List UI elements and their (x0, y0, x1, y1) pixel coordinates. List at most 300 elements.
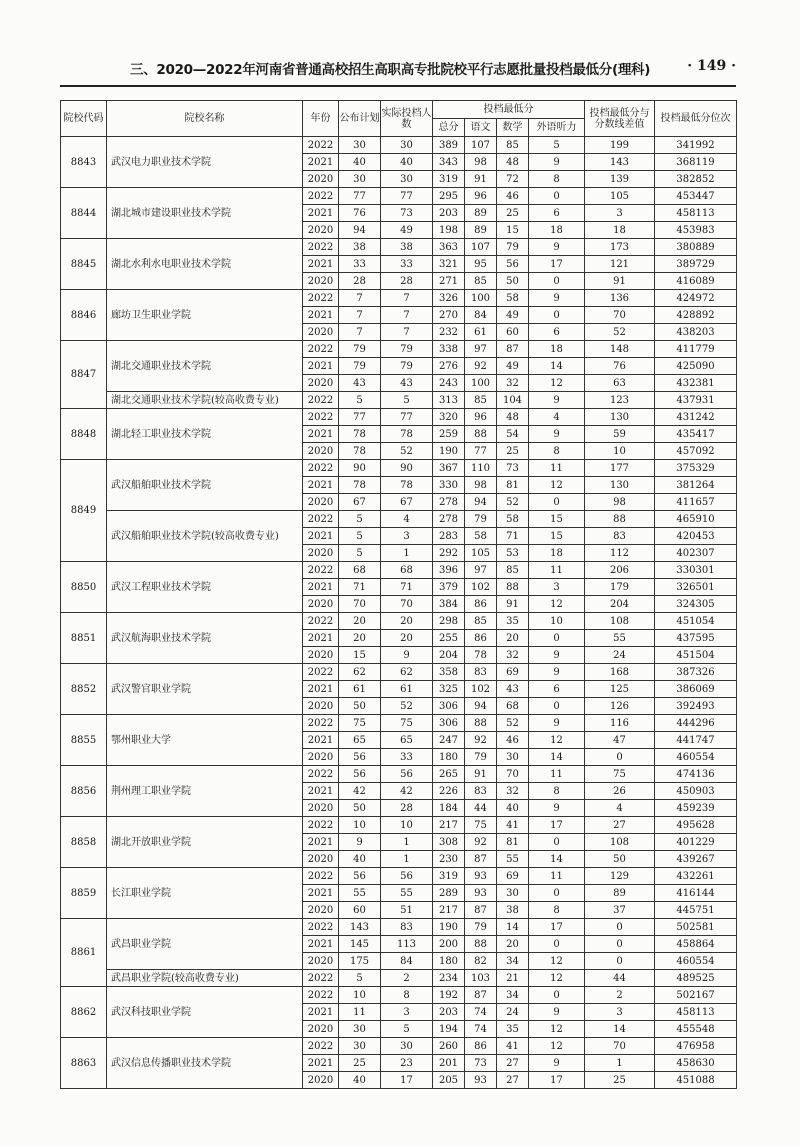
cell-math: 87 (497, 341, 529, 358)
school-code: 8844 (61, 188, 107, 239)
cell-rank: 411657 (655, 494, 737, 511)
school-name: 武昌职业学院(较高收费专业) (107, 970, 303, 987)
cell-math: 91 (497, 596, 529, 613)
cell-year: 2022 (303, 341, 339, 358)
cell-total: 379 (433, 579, 465, 596)
cell-rank: 424972 (655, 290, 737, 307)
cell-total: 198 (433, 222, 465, 239)
cell-year: 2022 (303, 1038, 339, 1055)
cell-plan: 75 (339, 715, 381, 732)
cell-foreign: 9 (529, 154, 585, 171)
school-code: 8859 (61, 868, 107, 919)
cell-chinese: 91 (465, 766, 497, 783)
cell-chinese: 98 (465, 477, 497, 494)
school-name: 武汉信息传播职业技术学院 (107, 1038, 303, 1089)
cell-foreign: 17 (529, 817, 585, 834)
cell-plan: 40 (339, 851, 381, 868)
cell-chinese: 92 (465, 834, 497, 851)
cell-admitted: 113 (381, 936, 433, 953)
cell-chinese: 102 (465, 579, 497, 596)
cell-diff: 0 (585, 919, 655, 936)
cell-year: 2020 (303, 545, 339, 562)
cell-math: 21 (497, 970, 529, 987)
cell-diff: 89 (585, 885, 655, 902)
cell-foreign: 0 (529, 834, 585, 851)
school-code: 8847 (61, 341, 107, 409)
cell-year: 2021 (303, 885, 339, 902)
cell-admitted: 67 (381, 494, 433, 511)
cell-total: 260 (433, 1038, 465, 1055)
cell-total: 190 (433, 443, 465, 460)
cell-admitted: 7 (381, 307, 433, 324)
cell-chinese: 86 (465, 1038, 497, 1055)
school-code: 8845 (61, 239, 107, 290)
cell-diff: 0 (585, 749, 655, 766)
cell-plan: 40 (339, 154, 381, 171)
cell-year: 2021 (303, 681, 339, 698)
cell-rank: 458113 (655, 205, 737, 222)
cell-plan: 20 (339, 613, 381, 630)
cell-plan: 30 (339, 1038, 381, 1055)
cell-math: 14 (497, 919, 529, 936)
cell-diff: 44 (585, 970, 655, 987)
col-code-header: 院校代码 (61, 101, 107, 137)
cell-year: 2022 (303, 239, 339, 256)
cell-math: 41 (497, 1038, 529, 1055)
cell-foreign: 9 (529, 239, 585, 256)
cell-chinese: 107 (465, 239, 497, 256)
cell-chinese: 93 (465, 868, 497, 885)
cell-admitted: 1 (381, 545, 433, 562)
cell-total: 203 (433, 205, 465, 222)
cell-diff: 136 (585, 290, 655, 307)
cell-total: 259 (433, 426, 465, 443)
cell-year: 2021 (303, 205, 339, 222)
cell-admitted: 52 (381, 698, 433, 715)
cell-admitted: 30 (381, 1038, 433, 1055)
cell-plan: 56 (339, 868, 381, 885)
cell-math: 24 (497, 1004, 529, 1021)
cell-rank: 401229 (655, 834, 737, 851)
school-name: 湖北水利水电职业技术学院 (107, 239, 303, 290)
cell-total: 278 (433, 494, 465, 511)
cell-rank: 420453 (655, 528, 737, 545)
cell-total: 298 (433, 613, 465, 630)
cell-chinese: 97 (465, 562, 497, 579)
cell-rank: 386069 (655, 681, 737, 698)
cell-chinese: 74 (465, 1021, 497, 1038)
table-row (61, 392, 737, 409)
cell-admitted: 7 (381, 324, 433, 341)
cell-math: 30 (497, 749, 529, 766)
cell-admitted: 75 (381, 715, 433, 732)
cell-math: 34 (497, 953, 529, 970)
school-name: 武汉科技职业学院 (107, 987, 303, 1038)
table-row (61, 664, 737, 681)
cell-plan: 77 (339, 188, 381, 205)
cell-year: 2021 (303, 732, 339, 749)
cell-rank: 439267 (655, 851, 737, 868)
cell-rank: 416089 (655, 273, 737, 290)
cell-math: 30 (497, 885, 529, 902)
cell-plan: 78 (339, 426, 381, 443)
cell-math: 35 (497, 613, 529, 630)
cell-diff: 129 (585, 868, 655, 885)
cell-rank: 451054 (655, 613, 737, 630)
cell-chinese: 78 (465, 647, 497, 664)
cell-chinese: 110 (465, 460, 497, 477)
cell-admitted: 70 (381, 596, 433, 613)
cell-math: 46 (497, 732, 529, 749)
cell-total: 283 (433, 528, 465, 545)
cell-admitted: 4 (381, 511, 433, 528)
cell-diff: 125 (585, 681, 655, 698)
cell-total: 389 (433, 137, 465, 154)
cell-plan: 71 (339, 579, 381, 596)
cell-foreign: 0 (529, 885, 585, 902)
cell-chinese: 77 (465, 443, 497, 460)
cell-admitted: 77 (381, 188, 433, 205)
cell-admitted: 79 (381, 358, 433, 375)
cell-diff: 76 (585, 358, 655, 375)
school-code: 8843 (61, 137, 107, 188)
cell-plan: 9 (339, 834, 381, 851)
cell-admitted: 61 (381, 681, 433, 698)
cell-year: 2022 (303, 970, 339, 987)
table-row (61, 1038, 737, 1055)
cell-admitted: 28 (381, 800, 433, 817)
table-row (61, 188, 737, 205)
cell-plan: 145 (339, 936, 381, 953)
col-diff-header: 投档最低分与分数线差值 (585, 101, 655, 137)
cell-rank: 324305 (655, 596, 737, 613)
cell-year: 2022 (303, 290, 339, 307)
table-row (61, 460, 737, 477)
cell-math: 69 (497, 664, 529, 681)
school-code: 8863 (61, 1038, 107, 1089)
cell-year: 2021 (303, 579, 339, 596)
cell-math: 85 (497, 137, 529, 154)
cell-diff: 59 (585, 426, 655, 443)
cell-rank: 441747 (655, 732, 737, 749)
cell-chinese: 58 (465, 528, 497, 545)
cell-diff: 139 (585, 171, 655, 188)
cell-rank: 428892 (655, 307, 737, 324)
cell-foreign: 11 (529, 868, 585, 885)
school-name: 长江职业学院 (107, 868, 303, 919)
cell-plan: 7 (339, 307, 381, 324)
cell-admitted: 51 (381, 902, 433, 919)
cell-foreign: 17 (529, 256, 585, 273)
cell-plan: 62 (339, 664, 381, 681)
cell-plan: 33 (339, 256, 381, 273)
cell-math: 25 (497, 205, 529, 222)
cell-chinese: 98 (465, 154, 497, 171)
cell-foreign: 4 (529, 409, 585, 426)
cell-plan: 5 (339, 511, 381, 528)
cell-total: 201 (433, 1055, 465, 1072)
cell-rank: 502167 (655, 987, 737, 1004)
cell-chinese: 86 (465, 630, 497, 647)
cell-year: 2022 (303, 919, 339, 936)
cell-total: 200 (433, 936, 465, 953)
cell-diff: 47 (585, 732, 655, 749)
cell-year: 2022 (303, 766, 339, 783)
table-row (61, 715, 737, 732)
cell-total: 217 (433, 902, 465, 919)
cell-total: 265 (433, 766, 465, 783)
cell-foreign: 18 (529, 545, 585, 562)
col-foreign-header: 外语听力 (529, 119, 585, 137)
cell-math: 34 (497, 987, 529, 1004)
school-name: 武汉航海职业技术学院 (107, 613, 303, 664)
table-row (61, 562, 737, 579)
cell-diff: 168 (585, 664, 655, 681)
cell-chinese: 61 (465, 324, 497, 341)
cell-rank: 455548 (655, 1021, 737, 1038)
cell-plan: 50 (339, 698, 381, 715)
cell-foreign: 12 (529, 953, 585, 970)
cell-admitted: 33 (381, 256, 433, 273)
school-name: 廊坊卫生职业学院 (107, 290, 303, 341)
page-title: 三、2020—2022年河南省普通高校招生高职高专批院校平行志愿批量投档最低分(理科) (130, 62, 651, 78)
cell-chinese: 82 (465, 953, 497, 970)
cell-year: 2021 (303, 936, 339, 953)
col-rank-header: 投档最低分位次 (655, 101, 737, 137)
cell-chinese: 92 (465, 358, 497, 375)
cell-math: 71 (497, 528, 529, 545)
cell-diff: 27 (585, 817, 655, 834)
cell-foreign: 9 (529, 800, 585, 817)
cell-plan: 38 (339, 239, 381, 256)
cell-foreign: 9 (529, 715, 585, 732)
cell-year: 2022 (303, 987, 339, 1004)
cell-plan: 143 (339, 919, 381, 936)
cell-year: 2020 (303, 647, 339, 664)
cell-rank: 495628 (655, 817, 737, 834)
cell-total: 319 (433, 868, 465, 885)
cell-foreign: 0 (529, 936, 585, 953)
cell-chinese: 89 (465, 222, 497, 239)
cell-year: 2022 (303, 511, 339, 528)
cell-foreign: 9 (529, 290, 585, 307)
cell-math: 69 (497, 868, 529, 885)
cell-total: 217 (433, 817, 465, 834)
cell-year: 2021 (303, 1004, 339, 1021)
cell-total: 271 (433, 273, 465, 290)
cell-diff: 70 (585, 1038, 655, 1055)
cell-admitted: 20 (381, 613, 433, 630)
cell-diff: 1 (585, 1055, 655, 1072)
cell-total: 230 (433, 851, 465, 868)
cell-total: 292 (433, 545, 465, 562)
cell-admitted: 56 (381, 868, 433, 885)
cell-rank: 330301 (655, 562, 737, 579)
cell-rank: 444296 (655, 715, 737, 732)
cell-plan: 10 (339, 987, 381, 1004)
cell-admitted: 40 (381, 154, 433, 171)
cell-total: 180 (433, 953, 465, 970)
cell-total: 226 (433, 783, 465, 800)
cell-total: 190 (433, 919, 465, 936)
cell-total: 255 (433, 630, 465, 647)
school-name: 武汉工程职业技术学院 (107, 562, 303, 613)
cell-rank: 431242 (655, 409, 737, 426)
cell-total: 243 (433, 375, 465, 392)
cell-rank: 381264 (655, 477, 737, 494)
cell-plan: 56 (339, 766, 381, 783)
cell-chinese: 73 (465, 1055, 497, 1072)
cell-year: 2020 (303, 375, 339, 392)
cell-total: 319 (433, 171, 465, 188)
cell-foreign: 5 (529, 137, 585, 154)
cell-plan: 40 (339, 1072, 381, 1089)
cell-math: 70 (497, 766, 529, 783)
cell-plan: 5 (339, 545, 381, 562)
cell-year: 2020 (303, 273, 339, 290)
cell-admitted: 20 (381, 630, 433, 647)
cell-year: 2020 (303, 1021, 339, 1038)
cell-rank: 460554 (655, 953, 737, 970)
cell-total: 204 (433, 647, 465, 664)
cell-foreign: 12 (529, 970, 585, 987)
cell-math: 27 (497, 1055, 529, 1072)
cell-admitted: 1 (381, 851, 433, 868)
cell-math: 52 (497, 715, 529, 732)
col-math-header: 数学 (497, 119, 529, 137)
cell-diff: 83 (585, 528, 655, 545)
cell-plan: 78 (339, 477, 381, 494)
cell-admitted: 78 (381, 426, 433, 443)
cell-year: 2020 (303, 800, 339, 817)
school-code: 8861 (61, 919, 107, 987)
cell-chinese: 88 (465, 426, 497, 443)
cell-rank: 457092 (655, 443, 737, 460)
cell-math: 73 (497, 460, 529, 477)
table-row (61, 341, 737, 358)
cell-math: 58 (497, 511, 529, 528)
cell-plan: 42 (339, 783, 381, 800)
cell-chinese: 95 (465, 256, 497, 273)
school-name: 湖北城市建设职业技术学院 (107, 188, 303, 239)
cell-chinese: 85 (465, 273, 497, 290)
cell-total: 184 (433, 800, 465, 817)
cell-total: 306 (433, 715, 465, 732)
cell-rank: 368119 (655, 154, 737, 171)
cell-math: 20 (497, 630, 529, 647)
cell-rank: 459239 (655, 800, 737, 817)
cell-total: 320 (433, 409, 465, 426)
cell-rank: 451088 (655, 1072, 737, 1089)
cell-foreign: 0 (529, 273, 585, 290)
cell-chinese: 75 (465, 817, 497, 834)
school-name: 武汉船舶职业技术学院(较高收费专业) (107, 511, 303, 562)
cell-math: 72 (497, 171, 529, 188)
cell-total: 330 (433, 477, 465, 494)
table-row (61, 511, 737, 528)
cell-plan: 11 (339, 1004, 381, 1021)
school-name: 湖北交通职业技术学院(较高收费专业) (107, 392, 303, 409)
cell-math: 49 (497, 307, 529, 324)
cell-year: 2020 (303, 953, 339, 970)
cell-rank: 402307 (655, 545, 737, 562)
cell-year: 2020 (303, 494, 339, 511)
cell-chinese: 100 (465, 290, 497, 307)
cell-diff: 2 (585, 987, 655, 1004)
cell-chinese: 44 (465, 800, 497, 817)
table-row (61, 766, 737, 783)
cell-chinese: 83 (465, 783, 497, 800)
school-code: 8849 (61, 460, 107, 562)
cell-foreign: 6 (529, 324, 585, 341)
cell-diff: 50 (585, 851, 655, 868)
cell-foreign: 0 (529, 987, 585, 1004)
school-code: 8858 (61, 817, 107, 868)
cell-total: 289 (433, 885, 465, 902)
cell-foreign: 8 (529, 783, 585, 800)
cell-year: 2021 (303, 477, 339, 494)
cell-math: 46 (497, 188, 529, 205)
cell-plan: 94 (339, 222, 381, 239)
cell-rank: 341992 (655, 137, 737, 154)
cell-plan: 43 (339, 375, 381, 392)
cell-total: 180 (433, 749, 465, 766)
cell-diff: 108 (585, 613, 655, 630)
col-year-header: 年份 (303, 101, 339, 137)
cell-admitted: 42 (381, 783, 433, 800)
cell-plan: 25 (339, 1055, 381, 1072)
cell-total: 194 (433, 1021, 465, 1038)
cell-year: 2020 (303, 698, 339, 715)
cell-plan: 76 (339, 205, 381, 222)
cell-admitted: 65 (381, 732, 433, 749)
cell-total: 321 (433, 256, 465, 273)
cell-foreign: 11 (529, 562, 585, 579)
cell-total: 343 (433, 154, 465, 171)
cell-admitted: 5 (381, 1021, 433, 1038)
cell-diff: 105 (585, 188, 655, 205)
cell-admitted: 5 (381, 392, 433, 409)
cell-admitted: 30 (381, 137, 433, 154)
cell-year: 2021 (303, 358, 339, 375)
cell-plan: 5 (339, 970, 381, 987)
school-name: 鄂州职业大学 (107, 715, 303, 766)
cell-foreign: 6 (529, 681, 585, 698)
cell-foreign: 0 (529, 494, 585, 511)
cell-diff: 173 (585, 239, 655, 256)
cell-diff: 18 (585, 222, 655, 239)
cell-admitted: 55 (381, 885, 433, 902)
cell-admitted: 7 (381, 290, 433, 307)
cell-admitted: 52 (381, 443, 433, 460)
cell-admitted: 49 (381, 222, 433, 239)
table-row (61, 613, 737, 630)
cell-chinese: 105 (465, 545, 497, 562)
school-code: 8848 (61, 409, 107, 460)
cell-math: 81 (497, 834, 529, 851)
cell-foreign: 15 (529, 528, 585, 545)
cell-rank: 458630 (655, 1055, 737, 1072)
cell-admitted: 30 (381, 171, 433, 188)
cell-foreign: 11 (529, 766, 585, 783)
cell-foreign: 8 (529, 443, 585, 460)
cell-foreign: 14 (529, 749, 585, 766)
cell-foreign: 0 (529, 630, 585, 647)
school-code: 8856 (61, 766, 107, 817)
cell-total: 205 (433, 1072, 465, 1089)
school-name: 湖北交通职业技术学院 (107, 341, 303, 392)
cell-math: 81 (497, 477, 529, 494)
